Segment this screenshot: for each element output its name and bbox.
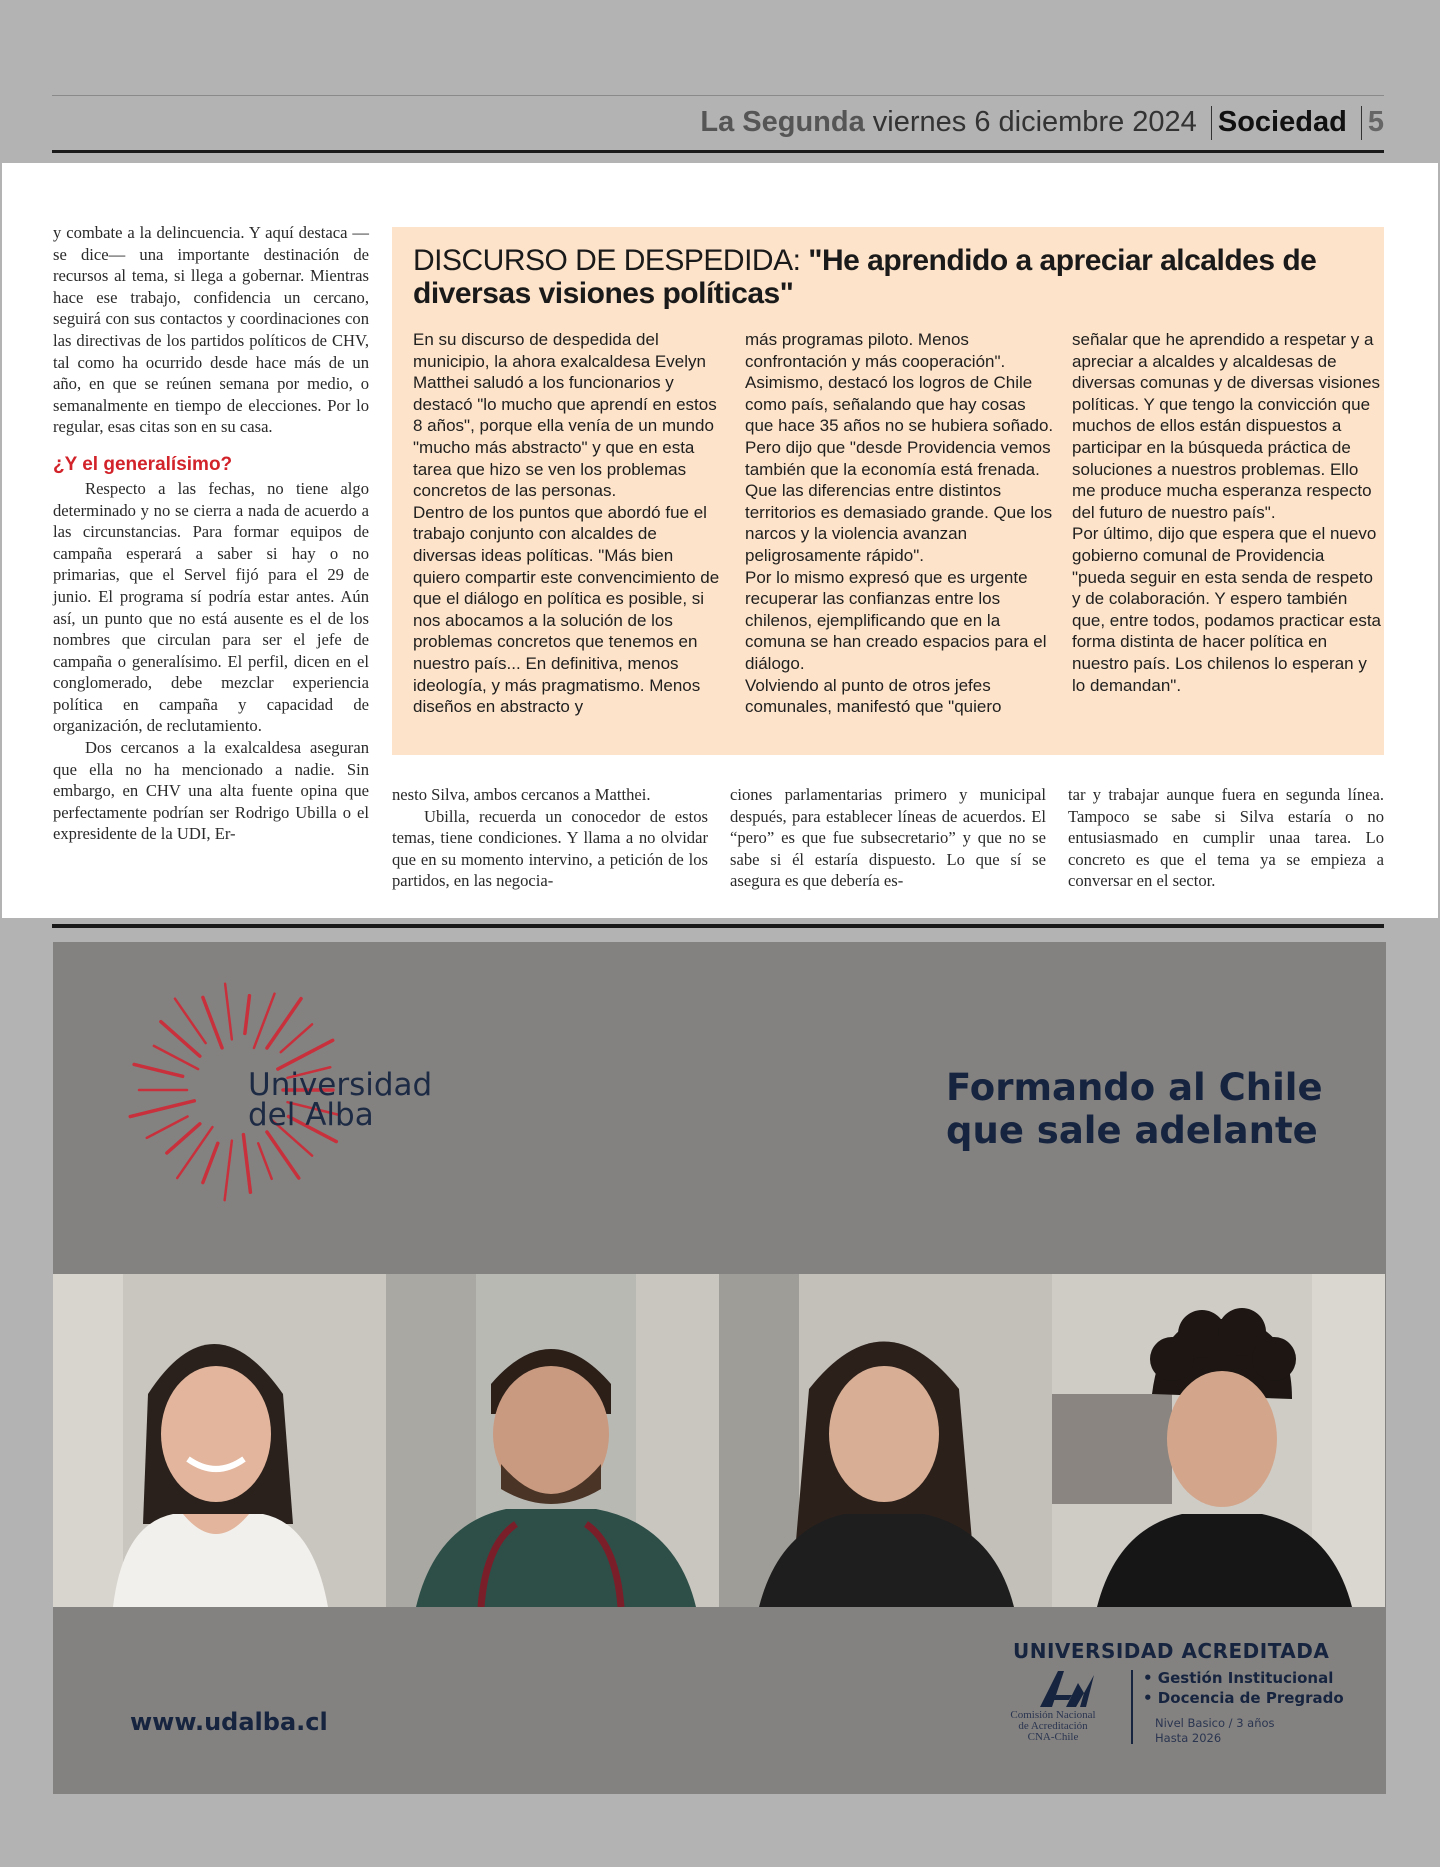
sidebar-box-title	[413, 244, 1373, 310]
masthead-divider-2	[1361, 106, 1362, 140]
article-column-3	[730, 784, 1046, 892]
student-portrait-1	[53, 1274, 386, 1607]
student-portrait-3	[719, 1274, 1052, 1607]
sunburst-ray	[203, 1143, 218, 1182]
box-title-kicker: DISCURSO DE DESPEDIDA:	[413, 244, 809, 277]
box-column-3	[1072, 329, 1382, 696]
masthead-divider	[1211, 106, 1212, 140]
article-paragraph: ciones parlamentarias primero y municipal después, para establecer líneas de acuerdos. El “pero” es que fue subsecretario” y que no se sabe si él estaría dispuesto. Lo que sí se asegura es que debería es-	[730, 785, 1046, 891]
sunburst-ray	[134, 1064, 183, 1076]
header-top-rule	[52, 95, 1384, 96]
ad-slogan	[946, 1066, 1323, 1152]
sunburst-ray	[243, 1135, 250, 1193]
page-number: 5	[1367, 106, 1384, 138]
cna-caption	[998, 1710, 1108, 1743]
sunburst-ray	[281, 1024, 312, 1052]
box-paragraph: En su discurso de despedida del municipio, la ahora exalcaldesa Evelyn Matthei saludó a los funcionarios y destacó "lo mucho que aprendí en estos 8 años", porque ella venía de un mundo "mucho más abstracto" y que en esta tarea que hizo se ven los problemas concretos de las personas.	[413, 330, 717, 501]
advertisement[interactable]	[53, 942, 1386, 1794]
website-link[interactable]: www.udalba.cl	[130, 1708, 328, 1736]
article-subheading: ¿Y el generalísimo?	[53, 453, 233, 475]
accreditation-title: UNIVERSIDAD ACREDITADA	[1013, 1639, 1330, 1663]
cna-logo-icon	[1036, 1669, 1096, 1709]
student-photo-1	[53, 1274, 386, 1607]
cna-line-2: de Acreditación	[1018, 1720, 1088, 1732]
slogan-line-1: Formando al Chile	[946, 1066, 1323, 1109]
box-paragraph: Dentro de los puntos que abordó fue el trabajo conjunto con alcaldes de diversas ideas políticas. "Más bien quiero compartir este convencimiento de que el diálogo en política es posible, si nos abocamos a la solución de los problemas concretos que tenemos en nuestro país... En definitiva, menos ideología, y más pragmatismo. Menos diseños en abstracto y	[413, 502, 720, 717]
student-portrait-2	[386, 1274, 719, 1607]
box-paragraph: más programas piloto. Menos confrontación y más cooperación".	[745, 330, 1006, 371]
box-paragraph: Por último, dijo que espera que el nuevo gobierno comunal de Providencia "pueda seguir en esta senda de respeto y de colaboración. Y espero también que, entre todos, podamos practicar esta forma distinta de hacer política en nuestro país. Los chilenos lo esperan y lo demandan".	[1072, 524, 1382, 695]
slogan-line-2: que sale adelante	[946, 1109, 1318, 1152]
sunburst-ray	[267, 999, 301, 1048]
cna-line-3: CNA-Chile	[1027, 1731, 1079, 1743]
accreditation-level	[1155, 1716, 1275, 1746]
sunburst-ray	[147, 1116, 188, 1137]
accreditation-area-2: • Docencia de Pregrado	[1143, 1689, 1344, 1707]
accreditation-areas	[1143, 1668, 1344, 1708]
article-paragraph: tar y trabajar aunque fuera en segunda línea. Tampoco se sabe si Silva estaría o no entusiasmado en cumplir unaa tarea. Lo concreto es que el tema ya se empieza a conversar en el sector.	[1068, 785, 1384, 891]
sunburst-ray	[130, 1101, 194, 1117]
article-column-2	[392, 784, 708, 892]
sunburst-ray	[245, 996, 250, 1034]
student-photo-4	[1052, 1274, 1385, 1607]
article-paragraph: y combate a la delincuencia. Y aquí destaca —se dice— una importante destinación de recursos al tema, si llega a gobernar. Mientras hace ese trabajo, confidencia un cercano, seguirá con sus contactos y coordinaciones con las directivas de los partidos políticos de CHV, tal como ha ocurrido desde hace más de un año, en que se reúnen semana por medio, o semanalmente en tiempo de elecciones. Por lo regular, esas citas son en su casa.	[53, 223, 369, 437]
section-name: Sociedad	[1217, 106, 1347, 138]
logo-line-2: del Alba	[248, 1097, 374, 1133]
box-paragraph: Asimismo, destacó los logros de Chile como país, señalando que hay cosas que hace 35 años no se hubiera soñado. Pero dijo que "desde Providencia vemos también que la economía está frenada. Que las diferencias entre distintos territorios es demasiado grande. Que los narcos y la violencia avanzan peligrosamente rápido".	[745, 373, 1054, 565]
sunburst-ray	[258, 1143, 271, 1179]
sunburst-ray	[167, 1124, 200, 1153]
accreditation-divider	[1131, 1670, 1133, 1744]
accreditation-area-1: • Gestión Institucional	[1143, 1669, 1334, 1687]
logo-line-1: Universidad	[248, 1067, 433, 1103]
box-column-2	[745, 329, 1055, 718]
masthead	[52, 100, 1384, 144]
accreditation-level-text: Nivel Basico / 3 años	[1155, 1716, 1275, 1730]
student-photo-3	[719, 1274, 1052, 1607]
article-paragraph: Respecto a las fechas, no tiene algo determinado y no se cierra a nada de acuerdo a las circunstancias. Para formar equipos de campaña esperará a saber si hay o no primarias, que el Servel fijó para el 29 de junio. El programa sí podría estar antes. Aún así, un punto que no está ausente es el de los nombres que circulan para ser el jefe de campaña o generalísimo. El perfil, dicen en el conglomerado, debe mezclar experiencia política en campaña y capacidad de organización, de reclutamiento.	[53, 478, 369, 736]
box-column-1	[413, 329, 723, 718]
sunburst-ray	[203, 997, 222, 1047]
sunburst-ray	[225, 984, 232, 1040]
cna-line-1: Comisión Nacional	[1010, 1709, 1096, 1721]
box-title-quote: "He aprendido a apreciar alcaldes de diversas visiones políticas"	[413, 244, 1317, 310]
sunburst-ray	[278, 1040, 333, 1069]
student-photo-2	[386, 1274, 719, 1607]
box-paragraph: Por lo mismo expresó que es urgente recuperar las confianzas entre los chilenos, ejemplificando que en la comuna se han creado espacios para el diálogo.	[745, 567, 1047, 673]
article-column-4	[1068, 784, 1384, 892]
article-column-1	[53, 222, 369, 845]
box-paragraph: señalar que he aprendido a respetar y a apreciar a alcaldes y alcaldesas de diversas comunas y de diversas visiones políticas. Y que tengo la convicción que muchos de ellos están dispuestos a participar en la búsqueda práctica de soluciones a nuestros problemas. Ello me produce mucha esperanza respecto del futuro de nuestro país".	[1072, 330, 1381, 522]
advertisement-rule	[52, 924, 1384, 928]
box-paragraph: Volviendo al punto de otros jefes comunales, manifestó que "quiero	[745, 675, 1002, 717]
article-paragraph: nesto Silva, ambos cercanos a Matthei.	[392, 785, 651, 804]
header-bottom-rule	[52, 150, 1384, 153]
article-paragraph: Dos cercanos a la exalcaldesa aseguran que ella no ha mencionado a nadie. Sin embargo, en CHV una alta fuente opina que perfectamente podrían ser Rodrigo Ubilla o el expresidente de la UDI, Er-	[53, 738, 369, 844]
student-portrait-4	[1052, 1274, 1385, 1607]
issue-date: viernes 6 diciembre 2024	[872, 106, 1197, 138]
university-logo-text	[248, 1067, 433, 1133]
newspaper-name: La Segunda	[700, 106, 865, 138]
accreditation-until-text: Hasta 2026	[1155, 1731, 1222, 1745]
sunburst-ray	[225, 1141, 232, 1201]
article-paragraph: Ubilla, recuerda un conocedor de estos temas, tiene condiciones. Y llama a no olvidar que en su momento intervino, a petición de los partidos, en las negocia-	[392, 806, 708, 891]
